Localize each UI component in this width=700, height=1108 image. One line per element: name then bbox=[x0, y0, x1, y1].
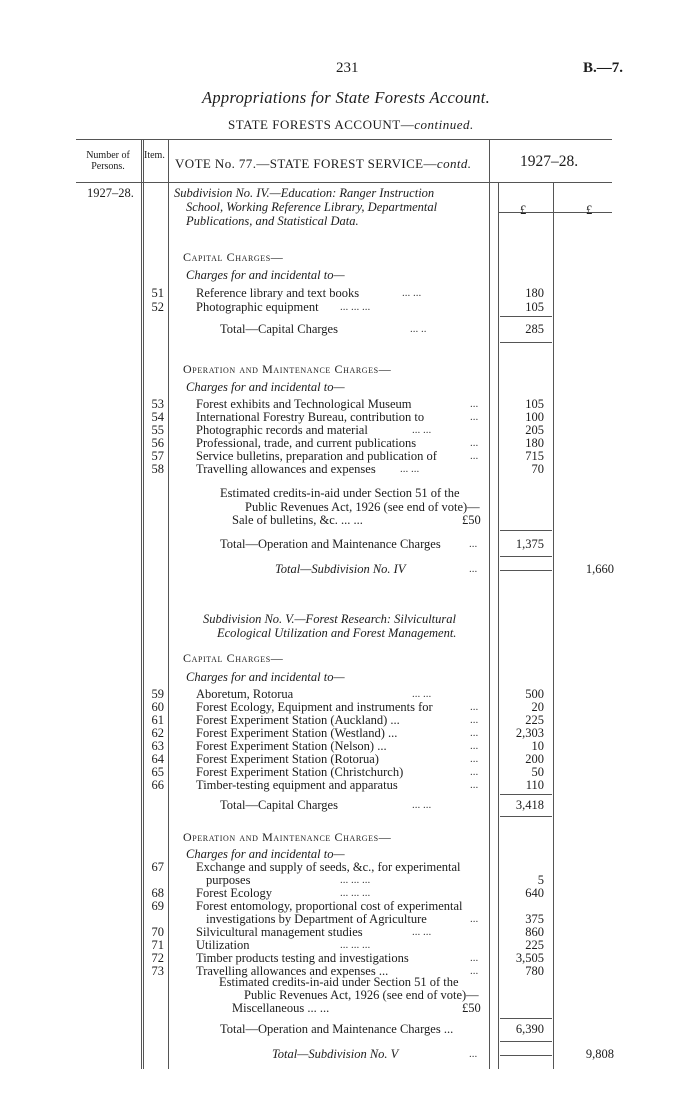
s4-item-54-amount: 100 bbox=[525, 410, 544, 424]
s5-operation-sum-rule bbox=[500, 1018, 552, 1019]
s5-item-70-amount: 860 bbox=[525, 925, 544, 939]
item-header: Item. bbox=[144, 150, 165, 161]
s5-item-63-label: Forest Experiment Station (Nelson) ... bbox=[196, 739, 387, 753]
s4-credits-line-3: Sale of bulletins, &c. ... ... bbox=[232, 513, 363, 527]
vote-header bbox=[175, 156, 471, 172]
s5-item-62-number: 62 bbox=[151, 726, 164, 740]
page-title: Appropriations for State Forests Account. bbox=[202, 88, 491, 107]
s5-item-64-label: Forest Experiment Station (Rotorua) bbox=[196, 752, 379, 766]
persons-year: 1927–28. bbox=[87, 186, 134, 200]
s5-grand-total-amount: 9,808 bbox=[585, 1047, 614, 1061]
s5-item-71-amount: 225 bbox=[525, 938, 544, 952]
s5-item-65-dots: ... bbox=[470, 766, 479, 778]
s5-item-63-dots: ... bbox=[470, 740, 479, 752]
s4-item-51-amount: 180 bbox=[525, 286, 544, 300]
s5-item-72-label: Timber products testing and investigations bbox=[196, 951, 409, 965]
s5-item-60-dots: ... bbox=[470, 701, 479, 713]
amount-header-rule bbox=[498, 212, 612, 213]
s5-item-73-amount: 780 bbox=[525, 964, 544, 978]
s4-item-57-dots: ... bbox=[470, 450, 479, 462]
s5-item-73-dots: ... bbox=[470, 965, 479, 977]
s4-grand-total-label: Total—Subdivision No. IV bbox=[275, 562, 406, 576]
s5-item-61-dots: ... bbox=[470, 714, 479, 726]
s5-item-69-number: 69 bbox=[151, 899, 164, 913]
s5-item-73-number: 73 bbox=[151, 964, 164, 978]
s5-operation-subheading: Charges for and incidental to— bbox=[186, 847, 345, 861]
s4-item-55-number: 55 bbox=[151, 423, 164, 437]
s4-grand-total-amount: 1,660 bbox=[585, 562, 614, 576]
s4-item-56-label: Professional, trade, and current publications bbox=[196, 436, 417, 450]
s5-item-67-label-line-2: purposes bbox=[206, 873, 251, 887]
s4-item-52-number: 52 bbox=[151, 300, 164, 314]
year-header: 1927–28. bbox=[520, 153, 579, 170]
s4-item-53-dots: ... bbox=[470, 398, 479, 410]
s4-item-58-label: Travelling allowances and expenses bbox=[196, 462, 376, 476]
s5-operation-total-amount: 6,390 bbox=[515, 1022, 544, 1036]
s4-item-56-number: 56 bbox=[151, 436, 164, 450]
s4-item-55-dots: ... ... bbox=[412, 424, 432, 436]
s5-item-65-amount: 50 bbox=[531, 765, 544, 779]
s4-operation-total-rule bbox=[500, 556, 552, 557]
s4-item-57-amount: 715 bbox=[525, 449, 544, 463]
s5-item-63-number: 63 bbox=[151, 739, 164, 753]
s4-credits-amount: £50 bbox=[462, 513, 481, 527]
s5-operation-total-rule bbox=[500, 1041, 552, 1042]
s5-item-62-label: Forest Experiment Station (Westland) ... bbox=[196, 726, 398, 740]
persons-header: Number of Persons. bbox=[86, 150, 130, 172]
s4-item-54-dots: ... bbox=[470, 411, 479, 423]
s5-item-62-dots: ... bbox=[470, 727, 479, 739]
s5-item-69-label-line-1: Forest entomology, proportional cost of experimental bbox=[196, 899, 463, 913]
amount-col-divider-2 bbox=[498, 182, 499, 1069]
s4-item-58-dots: ... ... bbox=[400, 463, 420, 475]
subdivision-5-title-line-2: Ecological Utilization and Forest Management. bbox=[217, 626, 457, 640]
s4-operation-heading: Operation and Maintenance Charges— bbox=[183, 362, 392, 376]
s4-operation-sum-rule bbox=[500, 530, 552, 531]
s5-item-63-amount: 10 bbox=[531, 739, 544, 753]
s4-item-58-number: 58 bbox=[151, 462, 164, 476]
s5-item-69-amount: 375 bbox=[525, 912, 544, 926]
s5-item-70-dots: ... ... bbox=[412, 926, 432, 938]
s4-credits-line-1: Estimated credits-in-aid under Section 51 of the bbox=[220, 486, 460, 500]
s5-item-72-dots: ... bbox=[470, 952, 479, 964]
s4-item-51-label: Reference library and text books bbox=[196, 286, 360, 300]
s5-operation-heading: Operation and Maintenance Charges— bbox=[183, 830, 392, 844]
s4-capital-total-label: Total—Capital Charges bbox=[220, 322, 338, 336]
s4-capital-total-dots: ... .. bbox=[410, 323, 427, 335]
s5-item-67-amount: 5 bbox=[537, 873, 544, 887]
s4-operation-total-amount: 1,375 bbox=[515, 537, 544, 551]
s5-item-66-amount: 110 bbox=[525, 778, 544, 792]
s5-item-71-number: 71 bbox=[151, 938, 164, 952]
s4-item-51-number: 51 bbox=[151, 286, 164, 300]
s5-credits-line-1: Estimated credits-in-aid under Section 51 of the bbox=[219, 975, 459, 989]
s4-capital-sum-rule bbox=[500, 316, 552, 317]
s4-capital-heading: Capital Charges— bbox=[183, 250, 284, 264]
s4-credits-line-2: Public Revenues Act, 1926 (see end of vote)— bbox=[245, 500, 480, 514]
s4-capital-total-rule bbox=[500, 342, 552, 343]
s4-item-53-number: 53 bbox=[151, 397, 164, 411]
s5-item-73-label: Travelling allowances and expenses ... bbox=[196, 964, 389, 978]
s5-item-68-dots: ... ... ... bbox=[340, 887, 371, 899]
account-subtitle-cont: continued. bbox=[414, 117, 474, 132]
s4-item-54-label: International Forestry Bureau, contribution to bbox=[196, 410, 425, 424]
s5-item-59-label: Aboretum, Rotorua bbox=[196, 687, 294, 701]
s5-credits-line-2: Public Revenues Act, 1926 (see end of vote)— bbox=[244, 988, 479, 1002]
s5-grand-total-dots: ... bbox=[469, 1048, 478, 1060]
s4-grand-total-dots: ... bbox=[469, 563, 478, 575]
s4-item-57-label: Service bulletins, preparation and publication of bbox=[196, 449, 437, 463]
subdivision-5-title-line-1: Subdivision No. V.—Forest Research: Silvicultural bbox=[203, 612, 456, 626]
s5-operation-total-label: Total—Operation and Maintenance Charges ... bbox=[220, 1022, 454, 1036]
s5-capital-subheading: Charges for and incidental to— bbox=[186, 670, 345, 684]
s5-item-72-number: 72 bbox=[151, 951, 164, 965]
document-reference: B.—7. bbox=[583, 60, 624, 76]
s4-item-57-number: 57 bbox=[151, 449, 164, 463]
s5-item-72-amount: 3,505 bbox=[515, 951, 544, 965]
s5-item-61-amount: 225 bbox=[525, 713, 544, 727]
s4-item-56-dots: ... bbox=[470, 437, 479, 449]
s5-item-67-number: 67 bbox=[151, 860, 164, 874]
s5-item-68-number: 68 bbox=[151, 886, 164, 900]
account-subtitle-main: STATE FORESTS ACCOUNT— bbox=[228, 117, 415, 132]
s5-item-60-number: 60 bbox=[151, 700, 164, 714]
s5-capital-total-dots: ... ... bbox=[412, 799, 432, 811]
s5-item-67-label-line-1: Exchange and supply of seeds, &c., for experimental bbox=[196, 860, 461, 874]
s4-item-54-number: 54 bbox=[151, 410, 164, 424]
s5-item-64-number: 64 bbox=[151, 752, 164, 766]
total-col-divider bbox=[553, 182, 554, 1069]
currency-symbol-2: £ bbox=[586, 203, 593, 217]
amount-col-divider bbox=[489, 139, 490, 1069]
currency-symbol-1: £ bbox=[520, 203, 527, 217]
s5-item-70-label: Silvicultural management studies bbox=[196, 925, 363, 939]
s5-item-60-label: Forest Ecology, Equipment and instruments for bbox=[196, 700, 433, 714]
s5-credits-amount: £50 bbox=[462, 1001, 481, 1015]
account-subtitle bbox=[228, 117, 474, 133]
s5-item-70-number: 70 bbox=[151, 925, 164, 939]
s4-operation-total-dots: ... bbox=[469, 538, 478, 550]
s5-capital-sum-rule bbox=[500, 794, 552, 795]
subdivision-4-title-line-2: School, Working Reference Library, Departmental bbox=[186, 200, 438, 214]
s4-item-58-amount: 70 bbox=[531, 462, 544, 476]
s5-item-68-amount: 640 bbox=[525, 886, 544, 900]
header-bottom-rule bbox=[76, 182, 612, 183]
s5-capital-heading: Capital Charges— bbox=[183, 651, 284, 665]
s5-item-64-dots: ... bbox=[470, 753, 479, 765]
s4-item-52-label: Photographic equipment bbox=[196, 300, 319, 314]
subdivision-4-title-line-3: Publications, and Statistical Data. bbox=[186, 214, 359, 228]
s5-item-60-amount: 20 bbox=[531, 700, 544, 714]
s4-item-55-label: Photographic records and material bbox=[196, 423, 368, 437]
s5-item-66-number: 66 bbox=[151, 778, 164, 792]
s5-capital-total-amount: 3,418 bbox=[515, 798, 544, 812]
s5-item-68-label: Forest Ecology bbox=[196, 886, 273, 900]
s5-item-66-dots: ... bbox=[470, 779, 479, 791]
s4-item-51-dots: ... ... bbox=[402, 287, 422, 299]
s4-operation-total-label: Total—Operation and Maintenance Charges bbox=[220, 537, 441, 551]
s4-grand-total-rule bbox=[500, 570, 552, 571]
s5-item-62-amount: 2,303 bbox=[515, 726, 544, 740]
page-number: 231 bbox=[336, 60, 359, 76]
s5-item-69-dots: ... bbox=[470, 913, 479, 925]
vote-header-cont: contd. bbox=[436, 156, 472, 171]
s5-item-69-label-line-2: investigations by Department of Agriculture bbox=[206, 912, 427, 926]
s5-capital-total-rule bbox=[500, 816, 552, 817]
vote-header-main: VOTE No. 77.—STATE FOREST SERVICE— bbox=[175, 156, 437, 171]
s5-item-64-amount: 200 bbox=[525, 752, 544, 766]
s4-capital-subheading: Charges for and incidental to— bbox=[186, 268, 345, 282]
s5-item-66-label: Timber-testing equipment and apparatus bbox=[196, 778, 398, 792]
s5-item-71-label: Utilization bbox=[196, 938, 250, 952]
table-top-rule bbox=[76, 139, 612, 140]
s4-item-56-amount: 180 bbox=[525, 436, 544, 450]
s5-grand-total-label: Total—Subdivision No. V bbox=[272, 1047, 399, 1061]
s5-item-59-number: 59 bbox=[151, 687, 164, 701]
s5-credits-line-3: Miscellaneous ... ... bbox=[232, 1001, 330, 1015]
s5-grand-total-rule bbox=[500, 1055, 552, 1056]
s4-item-53-label: Forest exhibits and Technological Museum bbox=[196, 397, 412, 411]
s5-item-61-number: 61 bbox=[151, 713, 164, 727]
s4-item-52-dots: ... ... ... bbox=[340, 301, 371, 313]
s5-item-65-label: Forest Experiment Station (Christchurch) bbox=[196, 765, 404, 779]
s5-capital-total-label: Total—Capital Charges bbox=[220, 798, 338, 812]
s4-item-52-amount: 105 bbox=[525, 300, 544, 314]
s5-item-71-dots: ... ... ... bbox=[340, 939, 371, 951]
s4-item-55-amount: 205 bbox=[525, 423, 544, 437]
s4-operation-subheading: Charges for and incidental to— bbox=[186, 380, 345, 394]
item-col-divider bbox=[168, 139, 169, 1069]
subdivision-4-title-line-1: Subdivision No. IV.—Education: Ranger Instruction bbox=[174, 186, 435, 200]
s5-item-65-number: 65 bbox=[151, 765, 164, 779]
s5-item-61-label: Forest Experiment Station (Auckland) ... bbox=[196, 713, 400, 727]
s5-item-67-dots: ... ... ... bbox=[340, 874, 371, 886]
s5-item-59-dots: ... ... bbox=[412, 688, 432, 700]
s5-item-59-amount: 500 bbox=[525, 687, 544, 701]
s4-item-53-amount: 105 bbox=[525, 397, 544, 411]
s4-capital-total-amount: 285 bbox=[525, 322, 544, 336]
